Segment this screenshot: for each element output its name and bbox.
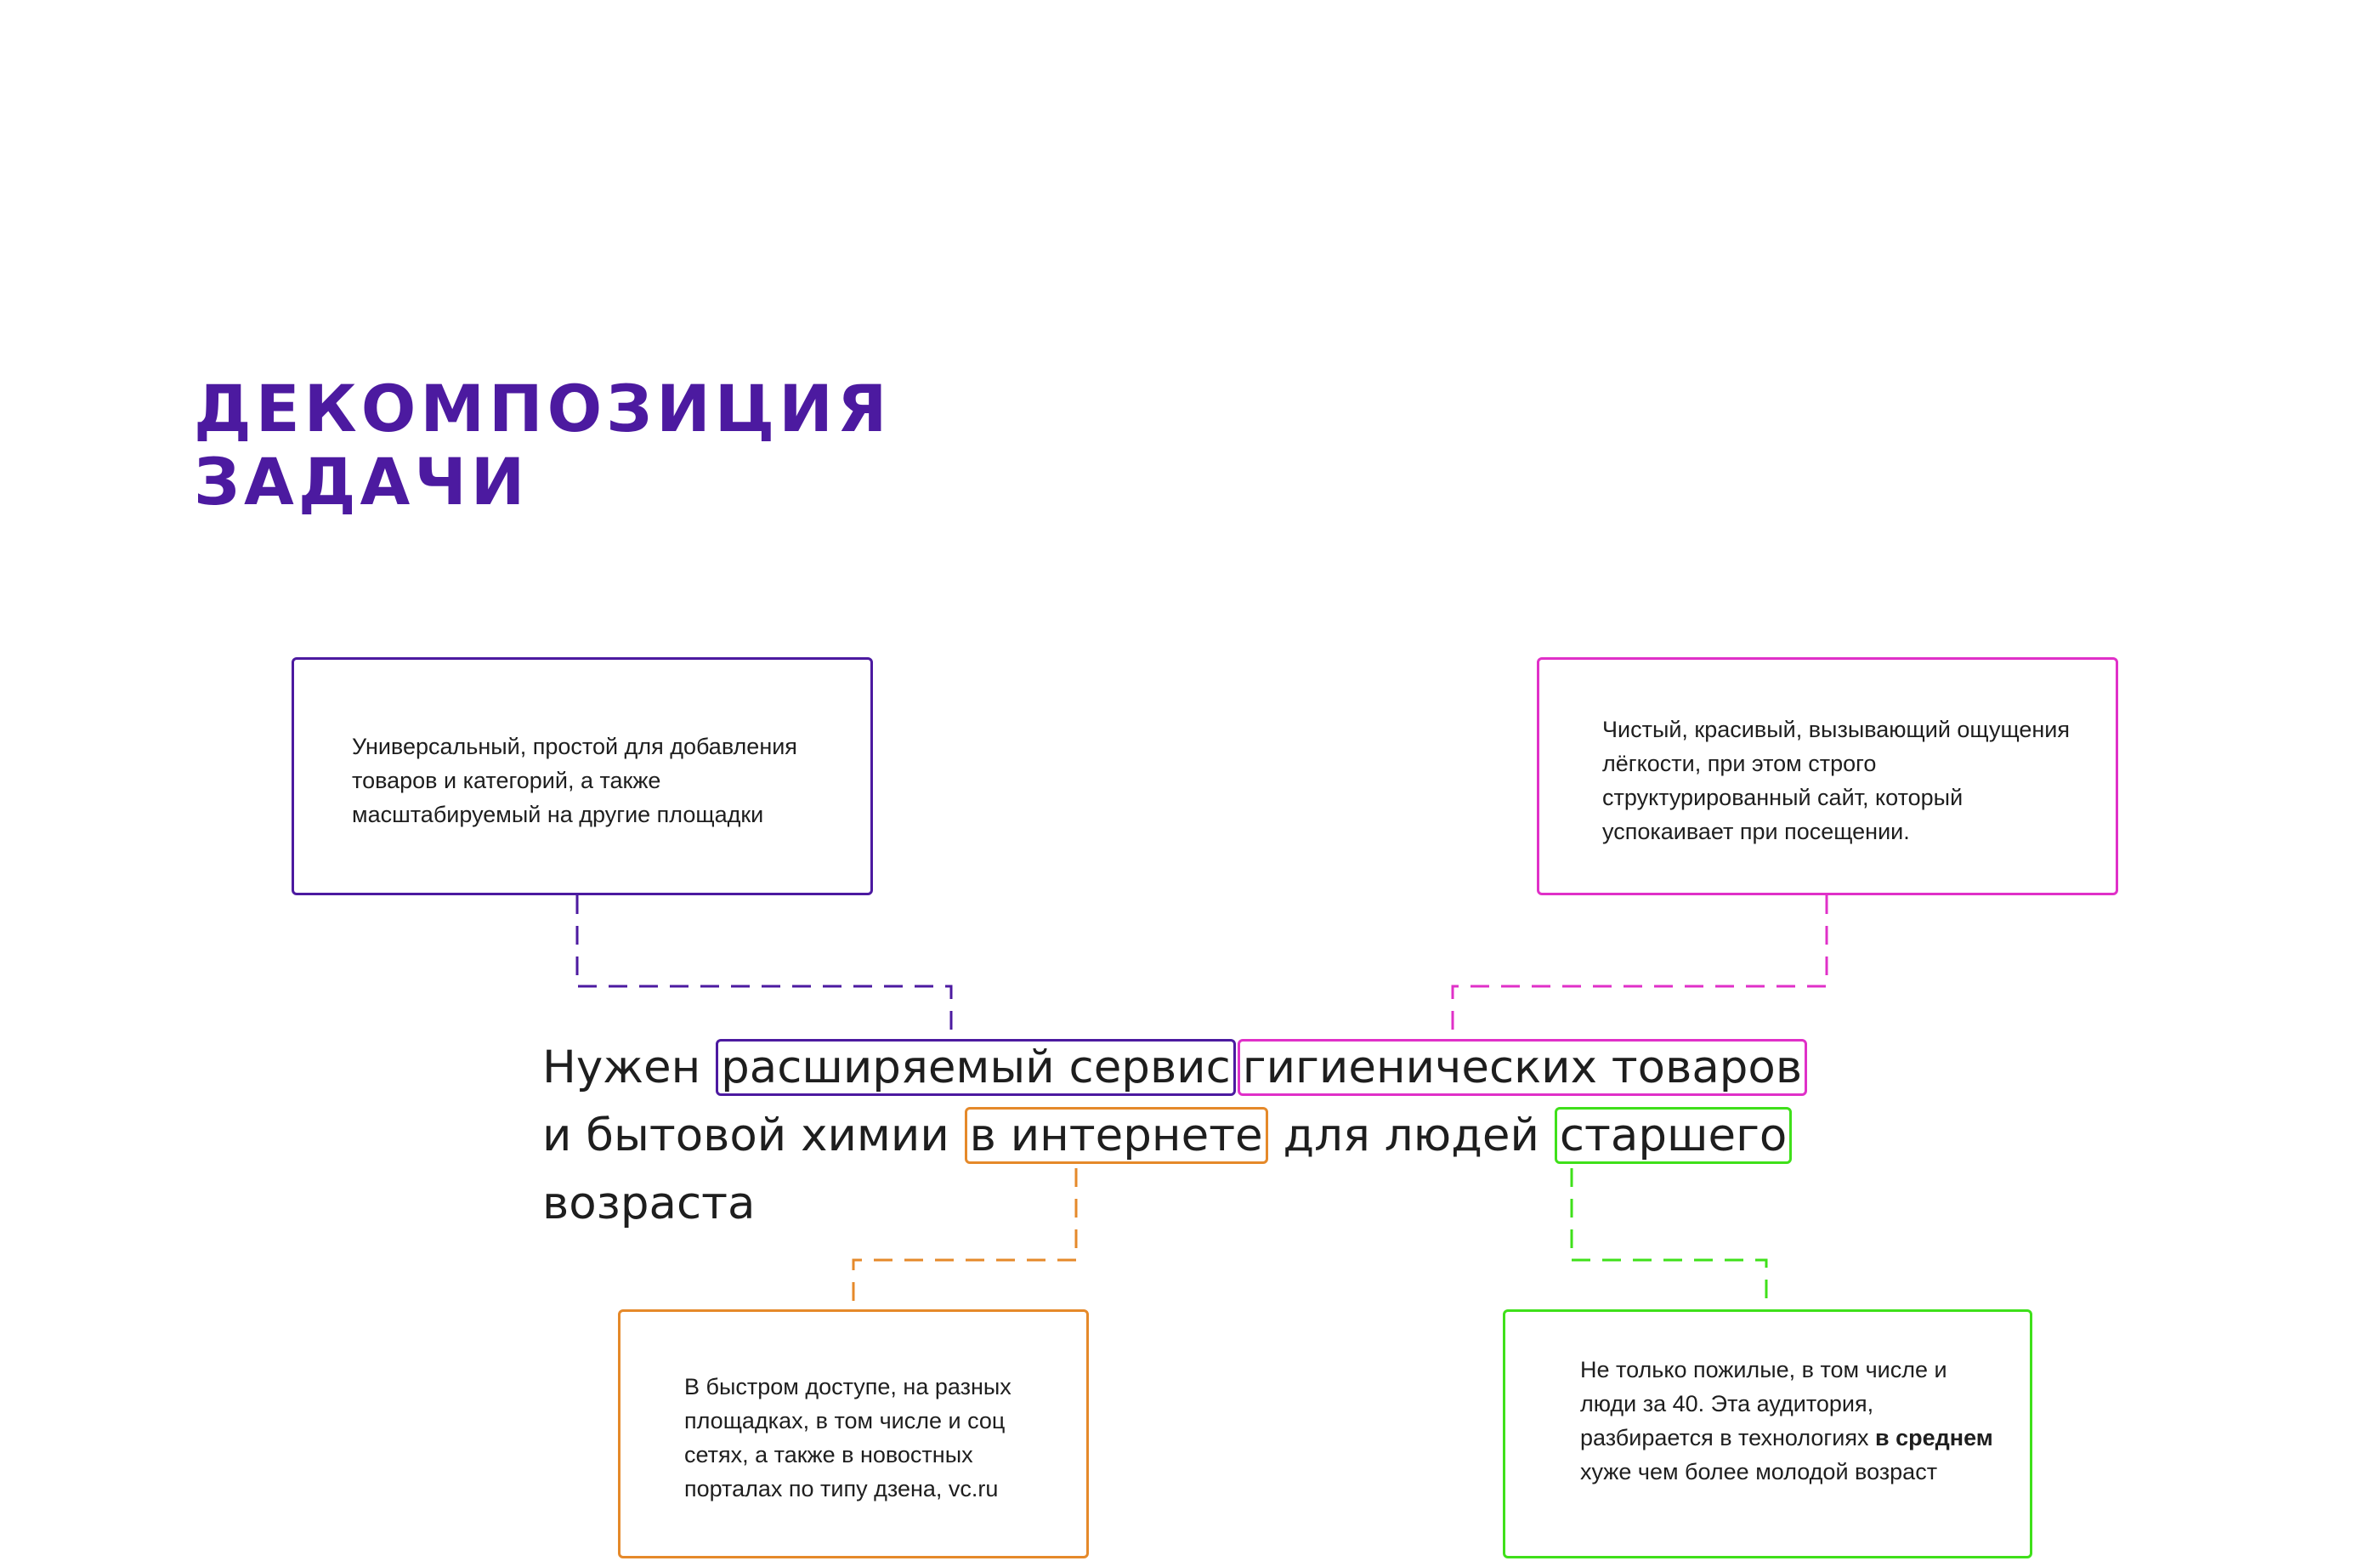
highlight-hygiene-goods: гигиенических товаров xyxy=(1238,1039,1807,1096)
card-audience-text-before: Не только пожилые, в том числе и люди за 40. Эта аудитория, разбирается в технологиях xyxy=(1580,1357,1947,1450)
sentence-line-1 xyxy=(542,1034,1803,1102)
card-design-text: Чистый, красивый, вызывающий ощущения лёгкости, при этом строго структурированный сайт, который успокаивает при посещении. xyxy=(1602,717,2070,844)
card-audience-text xyxy=(1580,1353,2004,1489)
sentence-age: возраста xyxy=(542,1178,756,1229)
card-audience-text-after: хуже чем более молодой возраст xyxy=(1580,1459,1938,1484)
card-audience xyxy=(1503,1309,2032,1558)
card-design xyxy=(1537,657,2118,895)
highlight-online: в интернете xyxy=(965,1107,1268,1164)
card-audience-text-bold: в среднем xyxy=(1875,1425,1993,1450)
highlight-older: старшего xyxy=(1555,1107,1793,1164)
card-online-access-text: В быстром доступе, на разных площадках, в том числе и соц сетях, а также в новостных порталах по типу дзена, vc.ru xyxy=(684,1374,1012,1501)
card-extensibility xyxy=(292,657,873,895)
card-extensibility-text: Универсальный, простой для добавления товаров и категорий, а также масштабируемый на другие площадки xyxy=(352,734,797,827)
sentence-household-chemicals: и бытовой химии xyxy=(542,1110,949,1161)
task-statement xyxy=(542,1034,1803,1238)
connector-magenta xyxy=(1453,895,1827,1034)
connector-purple xyxy=(577,895,951,1034)
sentence-for-people: для людей xyxy=(1283,1110,1539,1161)
title-line-1: ДЕКОМПОЗИЦИЯ xyxy=(194,371,892,446)
title-line-2: ЗАДАЧИ xyxy=(194,444,530,519)
card-online-access xyxy=(618,1309,1089,1558)
sentence-line-3 xyxy=(542,1170,1749,1238)
sentence-line-2 xyxy=(542,1102,1788,1170)
highlight-extensible-service: расширяемый сервис xyxy=(716,1039,1236,1096)
sentence-word-need: Нужен xyxy=(542,1042,701,1093)
